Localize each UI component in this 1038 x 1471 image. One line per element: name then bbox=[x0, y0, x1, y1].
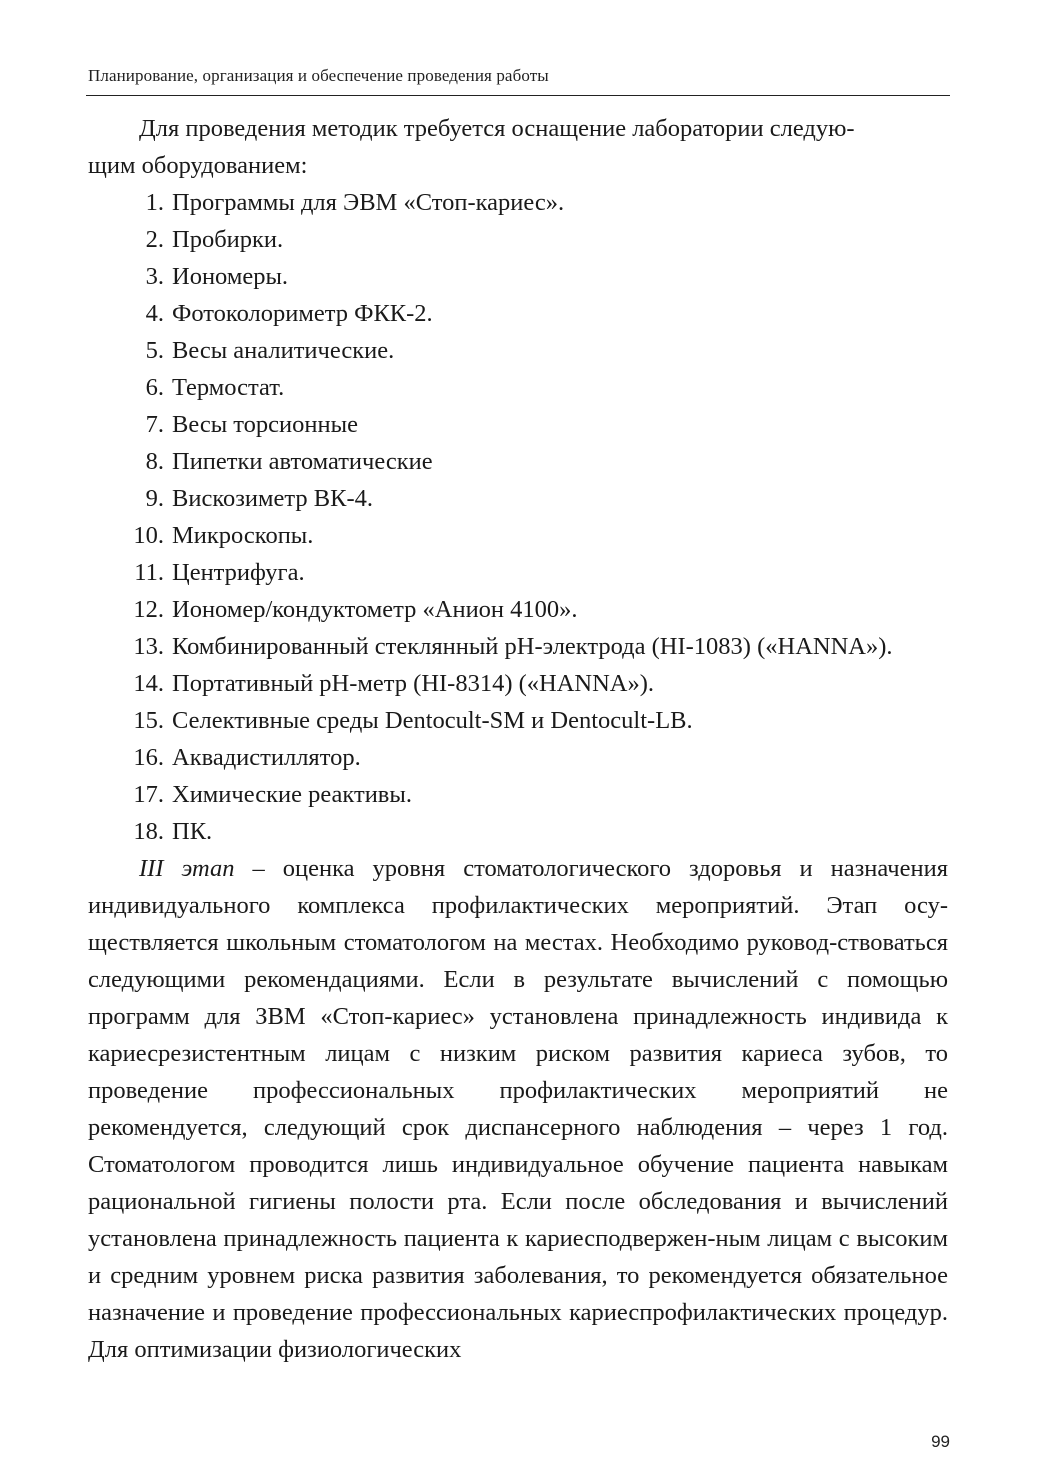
list-item-text: Пипетки автоматические bbox=[172, 448, 433, 475]
list-item bbox=[88, 628, 948, 665]
list-item-number: 4. bbox=[145, 300, 164, 327]
list-item-text: Аквадистиллятор. bbox=[172, 744, 361, 771]
list-item-text: Термостат. bbox=[172, 374, 285, 401]
list-item-number: 6. bbox=[145, 374, 164, 401]
list-item-number: 9. bbox=[145, 485, 164, 512]
list-item-number: 2. bbox=[145, 226, 164, 253]
list-item bbox=[88, 480, 948, 517]
list-item-number: 14. bbox=[133, 670, 164, 697]
list-item-text: Центрифуга. bbox=[172, 559, 305, 586]
list-item-text: Весы торсионные bbox=[172, 411, 358, 438]
list-item-text: Пробирки. bbox=[172, 226, 284, 253]
list-item-text: Микроскопы. bbox=[172, 522, 314, 549]
list-item bbox=[88, 702, 948, 739]
list-item bbox=[88, 554, 948, 591]
list-item-text: Весы аналитические. bbox=[172, 337, 395, 364]
list-item-text: Иономер/кондуктометр «Анион 4100». bbox=[172, 596, 578, 623]
list-item-number: 16. bbox=[133, 744, 164, 771]
stage-3-label: III этап bbox=[139, 855, 235, 882]
list-item bbox=[88, 332, 948, 369]
running-header: Планирование, организация и обеспечение проведения работы bbox=[88, 66, 549, 85]
list-item-number: 13. bbox=[133, 633, 164, 660]
list-item-text: ПК. bbox=[172, 818, 213, 845]
list-item-number: 1. bbox=[145, 189, 164, 216]
intro-line-2: щим оборудованием: bbox=[88, 152, 308, 179]
list-item-number: 7. bbox=[145, 411, 164, 438]
list-item bbox=[88, 406, 948, 443]
list-item bbox=[88, 776, 948, 813]
list-item bbox=[88, 443, 948, 480]
list-item-text: Иономеры. bbox=[172, 263, 289, 290]
list-item-text: Вискозиметр ВК-4. bbox=[172, 485, 374, 512]
list-item bbox=[88, 221, 948, 258]
intro-line-1: Для проведения методик требуется оснащение лаборатории следую- bbox=[139, 115, 855, 142]
list-item-number: 8. bbox=[145, 448, 164, 475]
list-item-number: 5. bbox=[145, 337, 164, 364]
list-item bbox=[88, 258, 948, 295]
list-item-text: Селективные среды Dentocult-SM и Dentocult-LB. bbox=[172, 707, 693, 734]
list-item-text: Химические реактивы. bbox=[172, 781, 412, 808]
list-item-number: 12. bbox=[133, 596, 164, 623]
equipment-list bbox=[88, 184, 948, 850]
body-text bbox=[88, 110, 948, 1368]
list-item bbox=[88, 591, 948, 628]
list-item bbox=[88, 665, 948, 702]
list-item-number: 3. bbox=[145, 263, 164, 290]
list-item-text: Портативный рН-метр (HI-8314) («HANNA»). bbox=[172, 670, 655, 697]
list-item bbox=[88, 739, 948, 776]
page-number: 99 bbox=[931, 1432, 950, 1451]
list-item bbox=[88, 295, 948, 332]
list-item-number: 10. bbox=[133, 522, 164, 549]
list-item-text: Комбинированный стеклянный рН-электрода (HI-1083) («HANNA»). bbox=[172, 633, 893, 660]
intro-paragraph bbox=[88, 110, 948, 184]
list-item-text: Программы для ЭВМ «Стоп-кариес». bbox=[172, 189, 565, 216]
list-item bbox=[88, 184, 948, 221]
stage-3-paragraph bbox=[88, 850, 948, 1368]
list-item-text: Фотоколориметр ФКК-2. bbox=[172, 300, 433, 327]
list-item-number: 17. bbox=[133, 781, 164, 808]
list-item bbox=[88, 517, 948, 554]
list-item bbox=[88, 369, 948, 406]
list-item-number: 15. bbox=[133, 707, 164, 734]
stage-3-text: – оценка уровня стоматологического здоровья и назначения индивидуального комплекса профилактических мероприятий. Этап осу-ществляется школьным стоматологом на местах. Необходимо руковод-ствоваться следующими рекомендациями. Если в результате вычислений с помощью программ для ЗВМ «Стоп-кариес» установлена принадлежность индивида к кариесрезистентным лицам с низким риском развития кариеса зубов, то проведение профессиональных профилактических мероприятий не рекомендуется, следующий срок диспансерного наблюдения – через 1 год. Стоматологом проводится лишь индивидуальное обучение пациента навыкам рациональной гигиены полости рта. Если после обследования и вычислений установлена принадлежность пациента к кариесподвержен-ным лицам с высоким и средним уровнем риска развития заболевания, то рекомендуется обязательное назначение и проведение профессиональных кариеспрофилактических процедур. Для оптимизации физиологических bbox=[88, 855, 948, 1363]
list-item bbox=[88, 813, 948, 850]
list-item-number: 18. bbox=[133, 818, 164, 845]
list-item-number: 11. bbox=[134, 559, 164, 586]
header-divider bbox=[86, 95, 950, 96]
